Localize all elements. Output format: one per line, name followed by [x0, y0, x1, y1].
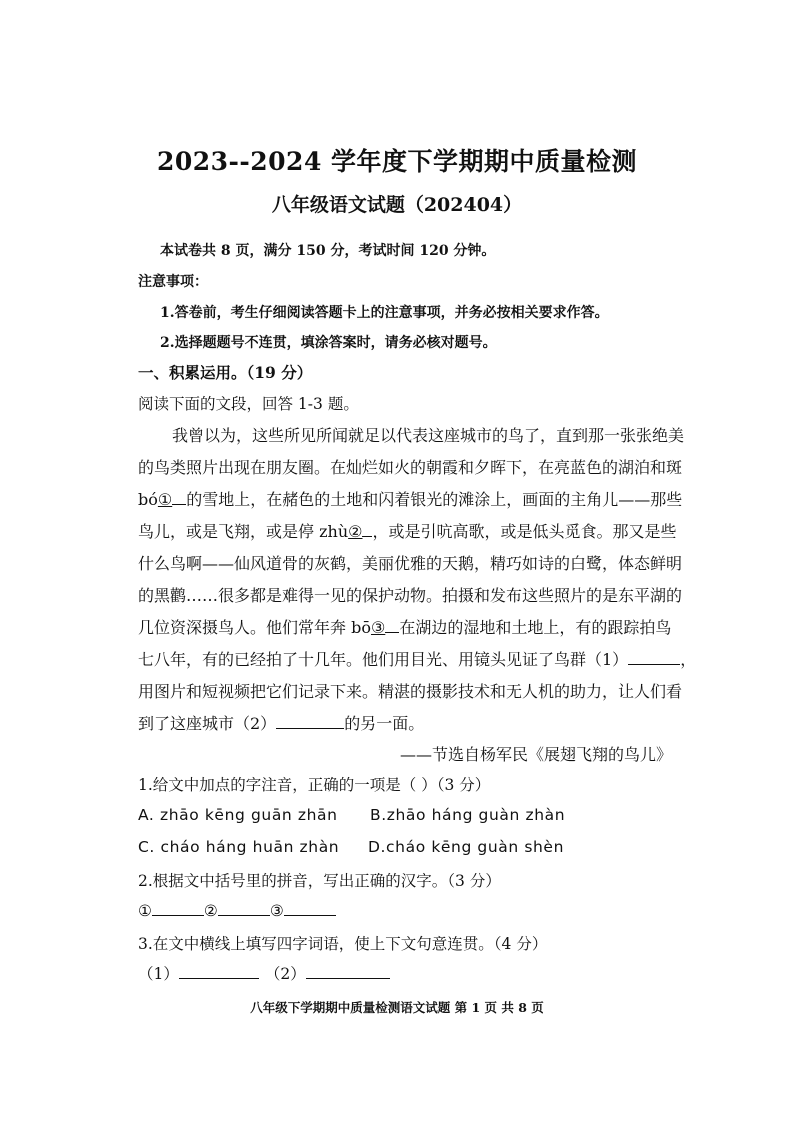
passage-text: 鸟儿，或是飞翔，或是停 zhù: [138, 522, 349, 541]
q2-blank-3[interactable]: [284, 901, 336, 916]
section-heading: 一、积累运用。（19 分）: [138, 363, 313, 382]
passage-line-8: [138, 647, 696, 670]
answer-blank-1[interactable]: [628, 650, 680, 665]
passage-text: 的另一面。: [344, 714, 425, 733]
q2-marker-3: ③: [269, 902, 284, 920]
notice-label: 注意事项：: [138, 274, 208, 290]
section-lead: 阅读下面的文段，回答 1-3 题。: [138, 395, 359, 413]
passage-line-4: [138, 519, 677, 542]
passage-line-1: 我曾以为，这些所见所闻就足以代表这座城市的鸟了，直到那一张张绝美: [172, 426, 685, 445]
notice-item-2: 2.选择题题号不连贯，填涂答案时，请务必核对题号。: [160, 335, 497, 351]
blank-3-line: [385, 618, 399, 633]
passage-text: 几位资深摄鸟人。他们常年奔 bō: [138, 618, 371, 637]
q2-marker-1: ①: [138, 902, 152, 920]
page-subtitle: 八年级语文试题（202404）: [271, 194, 523, 216]
instructions-intro: 本试卷共 8 页，满分 150 分，考试时间 120 分钟。: [160, 243, 496, 259]
q2-marker-2: ②: [203, 902, 218, 920]
question-1-stem: 1.给文中加点的字注音，正确的一项是（ ）（3 分）: [138, 776, 491, 794]
passage-line-7: [138, 615, 671, 638]
q2-answer-row: [138, 901, 336, 920]
passage-line-10: [138, 711, 424, 734]
blank-2-line: [362, 522, 372, 537]
q1-option-d[interactable]: D.cháo kēng guàn shèn: [368, 838, 564, 856]
passage-line-2: 的鸟类照片出现在朋友圈。在灿烂如火的朝霞和夕晖下，在亮蓝色的湖泊和斑: [138, 458, 683, 477]
blank-marker-3: ③: [370, 618, 386, 637]
pinyin-bo: bó: [138, 490, 158, 509]
passage-text: ，: [680, 650, 697, 669]
q3-label-2: （2）: [264, 965, 306, 983]
page-title: 2023--2024 学年度下学期期中质量检测: [156, 147, 638, 176]
blank-marker-2: ②: [348, 522, 363, 541]
q1-option-c[interactable]: C. cháo háng huān zhàn: [138, 838, 340, 856]
passage-line-5: 什么鸟啊——仙风道骨的灰鹤，美丽优雅的天鹅，精巧如诗的白鹭，体态鲜明: [138, 554, 683, 573]
notice-item-1: 1.答卷前，考生仔细阅读答题卡上的注意事项，并务必按相关要求作答。: [160, 305, 609, 321]
passage-line-6: 的黑鹳……很多都是难得一见的保护动物。拍摄和发布这些照片的是东平湖的: [138, 586, 683, 605]
passage-text: ，或是引吭高歌，或是低头觅食。那又是些: [372, 522, 677, 541]
q2-blank-1[interactable]: [152, 901, 204, 916]
passage-source: ——节选自杨军民《展翅飞翔的鸟儿》: [400, 745, 673, 764]
q1-option-a[interactable]: A. zhāo kēng guān zhān: [138, 806, 338, 824]
q3-blank-2[interactable]: [306, 964, 390, 979]
q1-option-b[interactable]: B.zhāo háng guàn zhàn: [370, 806, 566, 824]
passage-text: 七八年，有的已经拍了十几年。他们用目光、用镜头见证了鸟群（1）: [138, 650, 629, 669]
question-3-stem: 3.在文中横线上填写四字词语，使上下文句意连贯。（4 分）: [138, 935, 548, 953]
passage-text: 到了这座城市（2）: [138, 714, 277, 733]
passage-text: 在湖边的湿地和土地上，有的跟踪拍鸟: [399, 618, 672, 637]
blank-marker-1: ①: [157, 490, 173, 509]
answer-blank-2[interactable]: [276, 714, 344, 729]
q3-answer-row: [138, 962, 390, 984]
q3-blank-1[interactable]: [179, 964, 259, 979]
passage-line-3: [138, 487, 682, 510]
question-2-stem: 2.根据文中括号里的拼音，写出正确的汉字。（3 分）: [138, 872, 501, 890]
page-footer: 八年级下学期期中质量检测语文试题 第 1 页 共 8 页: [250, 1000, 544, 1015]
passage-text: 的雪地上，在赭色的土地和闪着银光的滩涂上，画面的主角儿——那些: [186, 490, 683, 509]
blank-1-line: [172, 490, 186, 505]
passage-line-9: 用图片和短视频把它们记录下来。精湛的摄影技术和无人机的助力，让人们看: [138, 682, 683, 701]
q2-blank-2[interactable]: [218, 901, 270, 916]
q3-label-1: （1）: [138, 965, 179, 983]
